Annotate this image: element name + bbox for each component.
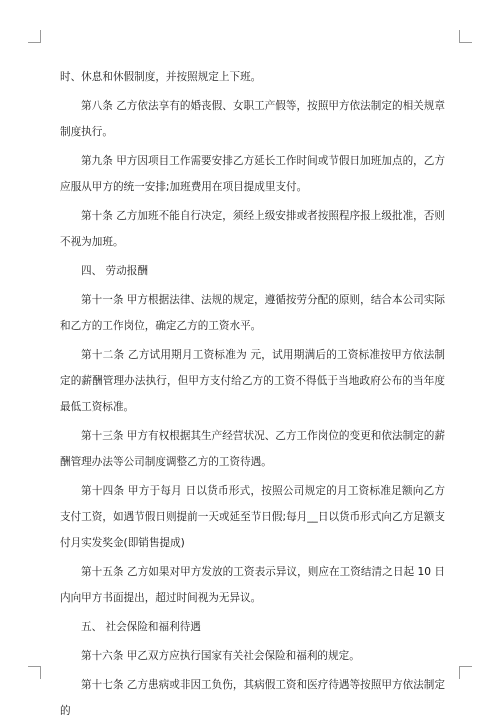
article-12: 第十二条 乙方试用期月工资标准为 元，试用期满后的工资标准按甲方依法制定的薪酬管理办法执行，但甲方支付给乙方的工资不得低于当地政府公布的当年度最低工资标准。 <box>60 349 445 413</box>
article-11: 第十一条 甲方根据法律、法规的规定，遵循按劳分配的原则，结合本公司实际和乙方的工作岗位，确定乙方的工资水平。 <box>60 294 445 332</box>
article-8: 第八条 乙方依法享有的婚丧假、女职工产假等，按照甲方依法制定的相关规章制度执行。 <box>60 100 445 138</box>
article-16: 第十六条 甲乙双方应执行国家有关社会保险和福利的规定。 <box>81 650 360 662</box>
article-9: 第九条 甲方因项目工作需要安排乙方延长工作时间或节假日加班加点的，乙方应服从甲方的统一安排;加班费用在项目提成里支付。 <box>60 155 445 193</box>
paragraph-continuation: 时、休息和休假制度，并按照规定上下班。 <box>60 71 262 83</box>
corner-mark-top-right <box>459 30 472 43</box>
article-10: 第十条 乙方加班不能自行决定，须经上级安排或者按照程序报上级批准，否则不视为加班。 <box>60 210 445 248</box>
article-14: 第十四条 甲方于每月 日以货币形式，按照公司规定的月工资标准足额向乙方支付工资，如遇节假日则提前一天或延至节日假;每月__日以货币形式向乙方足额支付月实发奖金(即销售提成) <box>60 485 445 549</box>
article-15: 第十五条 乙方如果对甲方发放的工资表示异议，则应在工资结清之日起 10 日内向甲方书面提出，超过时间视为无异议。 <box>60 566 445 604</box>
section-heading-labor-remuneration: 四、 劳动报酬 <box>81 265 148 277</box>
document-body <box>60 64 445 727</box>
corner-mark-bottom-right <box>459 666 472 679</box>
section-heading-social-insurance: 五、 社会保险和福利待遇 <box>81 621 201 633</box>
article-17: 第十七条 乙方患病或非因工负伤，其病假工资和医疗待遇等按照甲方依法制定的 <box>60 679 445 717</box>
corner-mark-top-left <box>28 30 41 43</box>
article-13: 第十三条 甲方有权根据其生产经营状况、乙方工作岗位的变更和依法制定的薪酬管理办法等公司制度调整乙方的工资待遇。 <box>60 430 445 468</box>
corner-mark-bottom-left <box>28 666 41 679</box>
